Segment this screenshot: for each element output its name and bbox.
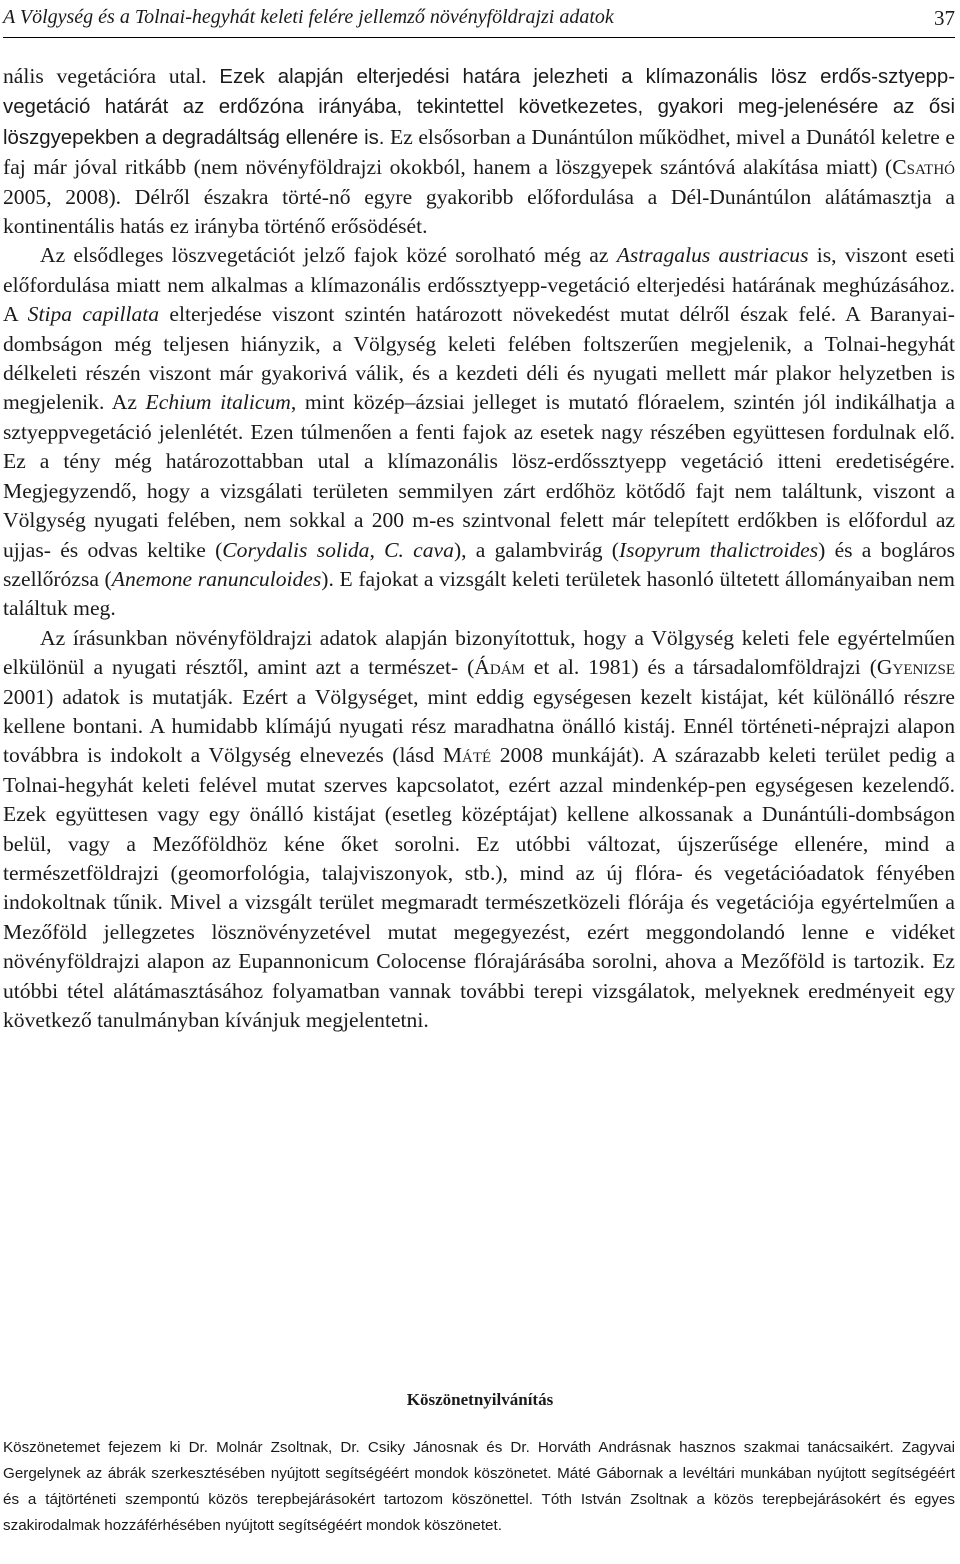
p2-part-d: , mint közép–ázsiai jelleget is mutató flóraelem, szintén jól indikálhatja a sztyeppvegetáció jelenlétét. Ezen túlmenően a fenti fajok az esetek nagy részében együttesen fordulnak elő. Ez a tény még határozottabban utal a klímazonális lösz-erdőssztyepp vegetáció itteni eredetiségére. Megjegyzendő, hogy a vizsgálati területen semmilyen zárt erdőhöz kötődő fajt nem találtunk, viszont a Völgység nyugati felében, nem sokkal a 200 m-es szintvonal felett már telepített erdőkben is előfordul az ujjas- és odvas keltike ( (3, 390, 955, 562)
p2-part-g: ). E fajokat a vizsgált keleti területek hasonló ültetett állományaiban nem találtuk meg. (3, 566, 955, 621)
acknowledgement-text: Köszönetemet fejezem ki Dr. Molnár Zsoltnak, Dr. Csiky Jánosnak és Dr. Horváth Andrásnak hasznos szakmai tanácsaikért. Zagyvai Gergelynek az ábrák szerkesztésében nyújtott segítségéért mondok köszönetet. Máté Gábornak a levéltári munkában nyújtott segítségéért és a tájtörténeti szempontú közös terepbejárásokért tartozom köszönettel. Tóth István Zsoltnak a közös terepbejárásokért és egyes szakirodalmak hozzáférhésében nyújtott segítségéért mondok köszönetet. (3, 1439, 955, 1534)
p3-part-b: et al. 1981) és a társadalomföldrajzi ( (524, 655, 877, 680)
p3-part-d: 2008 munkáját). A szárazabb keleti terület pedig a Tolnai-hegyhát keleti felével mutat szerves kapcsolatot, ezért azzal mindenkép-pen egységesen kezelendő. Ezek együttesen vagy egy önálló kistájat (esetleg középtájat) kellene alkossanak a Dunántúli-dombságon belül, vagy a Mezőföldhöz kéne őket sorolni. Ez utóbbi változat, újszerűsége ellenére, mind a természetföldrajzi (geomorfológia, talajviszonyok, stb.), mind az új flóra- és vegetációadatok fényében indokoltnak tűnik. Mivel a vizsgált terület megmaradt természetközeli flórája és vegetációja egyértelműen a Mezőföld jellegzetes lösznövényzetével mutat megegyezést, ezért meggondolandó lenne e vidéket növényföldrajzi alapon az Eupannonicum Colocense flórajárásába sorolni, ahova a Mezőföld is tartozik. Ez utóbbi tétel alátámasztásához folyamatban vannak további terepi vizsgálatok, melyeknek eredményeit egy következő tanulmányban kívánjuk megjelentetni. (3, 743, 955, 1032)
p2-species-echium: Echium italicum (145, 390, 291, 415)
paragraph-2 (3, 241, 955, 623)
p2-species-anemone: Anemone ranunculoides (111, 566, 322, 591)
paragraph-3 (3, 624, 955, 1036)
running-header (3, 3, 955, 38)
p3-author-adam: Ádám (474, 655, 525, 680)
p2-part-e: ), a galambvirág ( (453, 537, 619, 562)
paragraph-1 (3, 62, 955, 241)
p3-part-c: 2001) adatok is mutatják. Ezért a Völgységet, mint eddig egységesen kezelt kistájat, két különálló részre kellene bontani. A humidabb klímájú nyugati rész maradhatna önálló kistáj. Ennél történeti-néprajzi alapon továbbra is indokolt a Völgység elnevezés (lásd (3, 684, 955, 768)
p3-author-mate: Máté (442, 743, 492, 768)
p1-sentence-2: Ezek alapján elterjedési határa jelezheti a klímazonális lösz erdős-sztyepp-vegetáció határát az erdőzóna irányába, tekintettel következetes, gyakori meg-jelenésére az ősi löszgyepekben a degradáltság ellenére is. (3, 66, 956, 149)
p2-species-isopyrum: Isopyrum thalictroides (618, 537, 819, 562)
p3-author-gyenizse: Gyenizse (876, 655, 955, 680)
p3-part-a: Az írásunkban növényföldrajzi adatok alapján bizonyítottuk, hogy a Völgység keleti fele egyértelműen elkülönül a nyugati résztől, amint azt a természet- ( (3, 625, 955, 680)
p1-sentence-3-end: 2005, 2008). Délről északra törté-nő egyre gyakoribb előfordulása a Dél-Dunántúlon alátámasztja a kontinentális hatás ez irányba történő erősödését. (3, 184, 955, 239)
p2-part-b: is, viszont eseti előfordulása miatt nem alkalmas a klímazonális erdőssztyepp-vegetáció elterjedési határának meghúzásához. A (3, 243, 956, 327)
p2-part-f: ) és a bogláros szellőrózsa ( (3, 537, 955, 591)
acknowledgement-heading: Köszönetnyilvánítás (406, 1390, 554, 1409)
body-text (3, 62, 955, 1035)
p2-part-c: elterjedése viszont szintén határozott növekedést mutat délről észak felé. A Baranyai-dombságon még teljesen hiányzik, a Völgység keleti felében foltszerűen megjelenik, a Tolnai-hegyhát délkeleti részén viszont már gyakorivá válik, és a kezdeti déli és nyugati mellett már plakor helyzetben is megjelenik. Az (3, 302, 955, 415)
p1-sentence-1: nális vegetációra utal. (3, 64, 220, 88)
p2-species-corydalis: Corydalis solida, C. cava (222, 537, 454, 562)
running-header-title: A Völgység és a Tolnai-hegyhát keleti felére jellemző növényföldrajzi adatok (3, 6, 614, 28)
p1-author-csatho: Csathó (892, 155, 955, 180)
p2-species-stipa: Stipa capillata (27, 302, 160, 327)
page-number: 37 (934, 6, 955, 30)
p2-species-astragalus: Astragalus austriacus (616, 243, 809, 268)
p1-sentence-3: Ez elsősorban a Dunántúlon működhet, mivel a Dunától keletre e faj már jóval ritkább (nem növényföldrajzi okokból, hanem a löszgyepek szántóvá alakítása miatt) ( (3, 124, 955, 180)
p2-part-a: Az elsődleges löszvegetációt jelző fajok közé sorolható még az (40, 243, 617, 268)
